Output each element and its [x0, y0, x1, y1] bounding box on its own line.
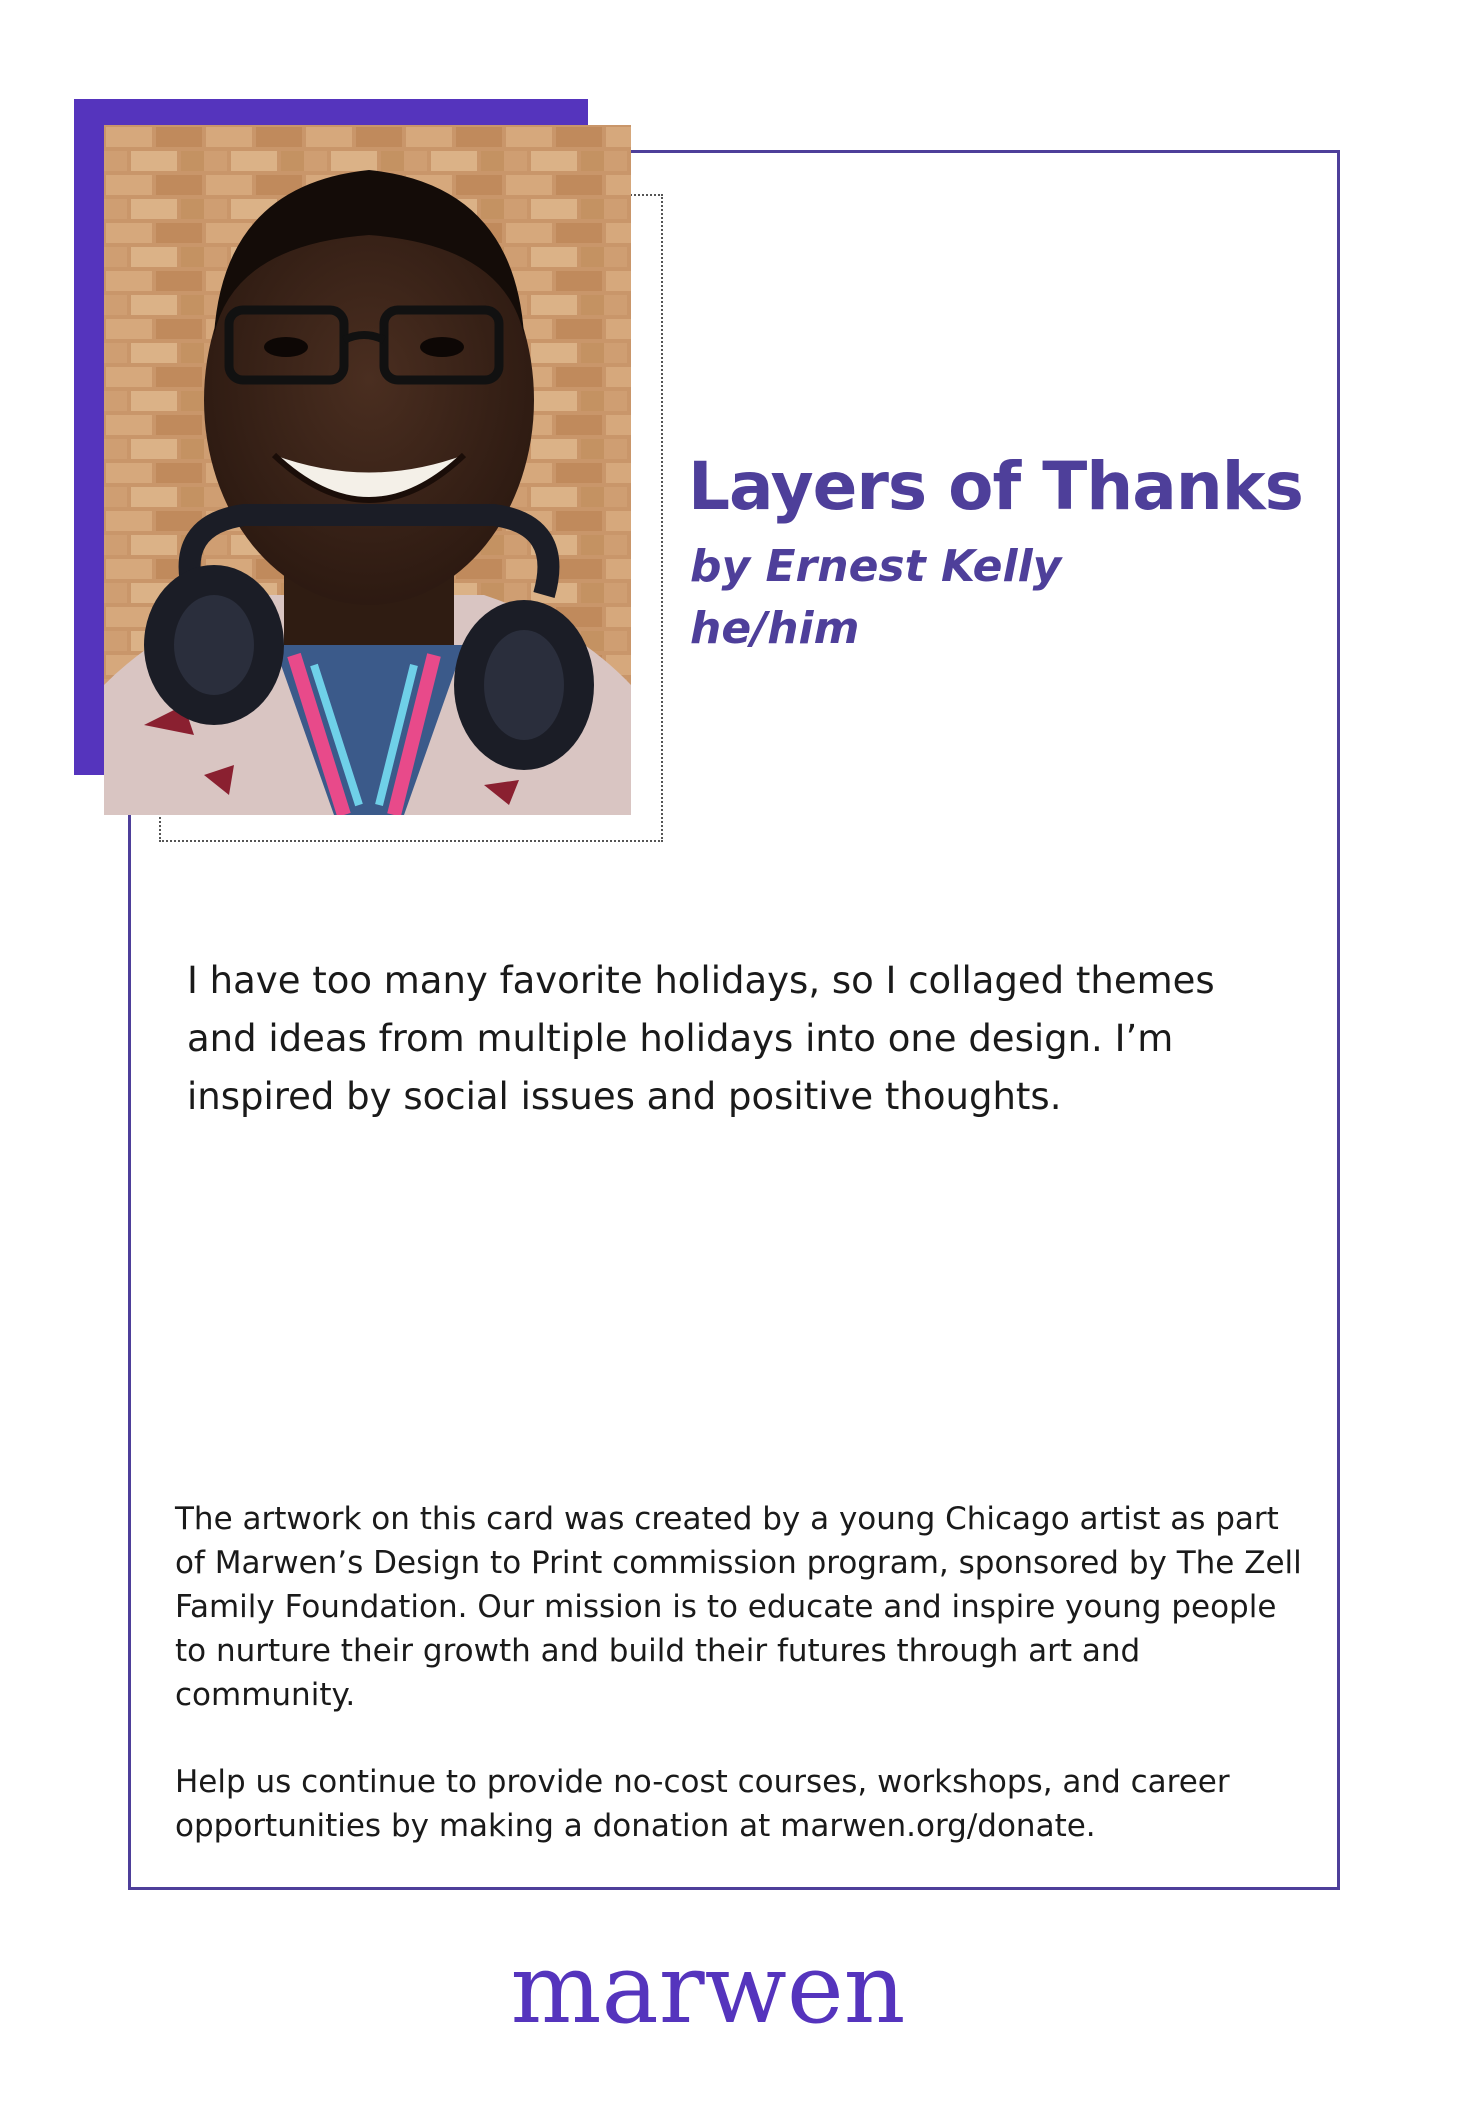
- artist-name: by Ernest Kelly: [690, 541, 1062, 592]
- donation-appeal: Help us continue to provide no-cost courses, workshops, and career opportunities by making a donation at marwen.org/donate.: [175, 1764, 1230, 1844]
- logo-wordmark: marwen: [510, 1940, 906, 2040]
- byline-block: [690, 536, 1061, 660]
- artist-statement: I have too many favorite holidays, so I collaged themes and ideas from multiple holidays into one design. I’m inspired by social issues and positive thoughts.: [187, 959, 1215, 1118]
- artist-pronouns: he/him: [690, 603, 860, 654]
- artist-portrait: [104, 125, 631, 815]
- artwork-title: Layers of Thanks: [688, 448, 1303, 525]
- marwen-logo: [508, 1940, 908, 2040]
- program-description: The artwork on this card was created by a young Chicago artist as part of Marwen’s Design to Print commission program, sponsored by The Zell Family Foundation. Our mission is to educate and inspire young people to nurture their growth and build their futures through art and community.: [175, 1501, 1302, 1713]
